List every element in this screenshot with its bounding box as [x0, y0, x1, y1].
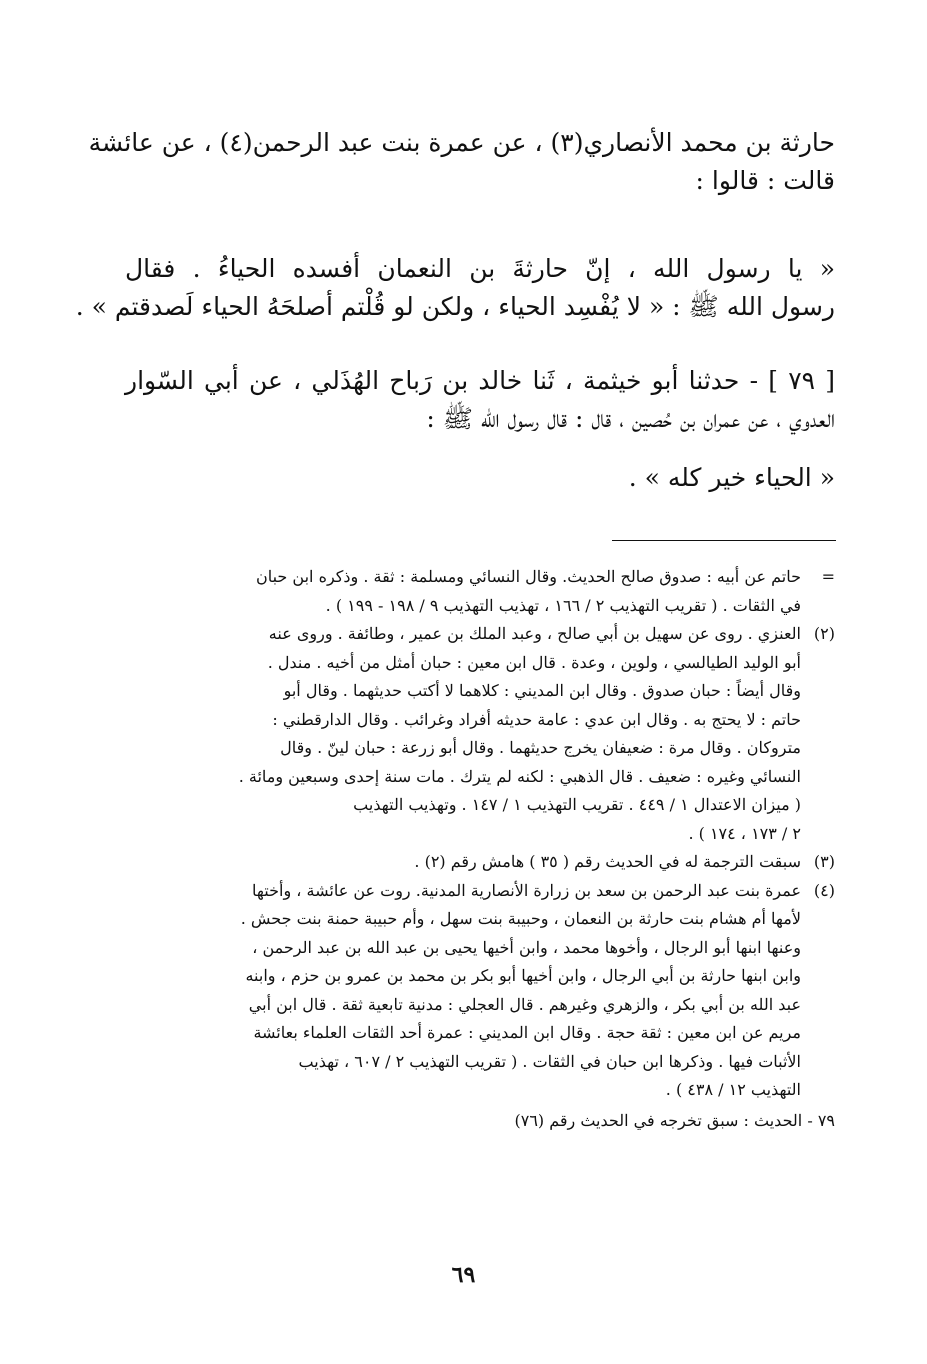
hadith-79-text — [125, 459, 835, 497]
text-line: « الحياء خير كله » . — [628, 463, 835, 492]
footnote-line: مريم عن ابن معين : ثقة حجة . وقال ابن المديني : عمرة أحد الثقات العلماء بعائشة — [253, 1023, 801, 1042]
footnote-line: ٢ / ١٧٣ ، ١٧٤ ) . — [688, 823, 801, 843]
footnote-line: عبد الله بن أبي بكر ، والزهري وغيرهم . قال العجلي : مدنية تابعية ثقة . قال ابن أبي — [248, 994, 801, 1014]
page-number: ٦٩ — [451, 1262, 476, 1288]
text-line: العدوي ، عن عمران بن حُصين ، قال : قال رسول الله ﷺ : — [426, 404, 835, 433]
footnote-line: وعنها ابنها أبو الرجال ، وأخوها محمد ، وابن أخيها يحيى بن عبد الله بن عبد الرحمن ، — [252, 937, 801, 957]
hadith-79-footnote: ٧٩ - الحديث : سبق تخرجه في الحديث رقم (٧٦) — [514, 1110, 835, 1130]
footnote-marker: = — [821, 567, 835, 586]
footnote-line: متروكان . وقال مرة : ضعيفان يخرج حديثهما . وقال أبو زرعة : حبان لينّ . وقال — [280, 738, 801, 757]
footnote-line: التهذيب ١٢ / ٤٣٨ ) . — [665, 1080, 801, 1099]
footnote-line: حاتم : لا يحتج به . وقال ابن عدي : عامة حديثه أفراد وغرائب . وقال الدارقطني : — [272, 709, 801, 729]
text-line: قالت : قالوا : — [695, 166, 835, 195]
hadith-text — [75, 250, 835, 326]
text-line: حارثة بن محمد الأنصاري(٣) ، عن عمرة بنت عبد الرحمن(٤) ، عن عائشة — [88, 128, 835, 157]
text-line: رسول الله ﷺ : « لا يُفْسِد الحياء ، ولكن لو قُلْتم أصلحَهُ الحياء لَصدقتم » . — [75, 292, 835, 321]
footnote-4 — [100, 877, 835, 1105]
footnote-line: في الثقات . ( تقريب التهذيب ٢ / ١٦٦ ، تهذيب التهذيب ٩ / ١٩٨ - ١٩٩ ) . — [325, 595, 801, 615]
footnote-line: الأثبات فيها . وذكرها ابن حبان في الثقات . ( تقريب التهذيب ٢ / ٦٠٧ ، تهذيب — [298, 1051, 801, 1071]
text-line: « يا رسول الله ، إنّ حارثةَ بن النعمان أفسده الحياءُ . فقال — [125, 254, 835, 283]
footnote-number: (٤) — [813, 880, 835, 900]
hadith-79-chain — [125, 362, 835, 438]
footnote-separator — [612, 540, 836, 541]
footnote-line: عمرة بنت عبد الرحمن بن سعد بن زرارة الأنصارية المدنية. روت عن عائشة ، وأختها — [252, 880, 801, 900]
chain-of-narration — [88, 124, 835, 200]
footnote-line: وابن ابنها حارثة بن أبي الرجال ، وابن أخيها أبو بكر بن محمد بن عمرو بن حزم ، وابنه — [245, 966, 801, 985]
footnote-line: العنزي . روى عن سهيل بن أبي صالح ، وعبد الملك بن عمير ، وطائفة . وروى عنه — [268, 624, 801, 643]
footnote-2 — [100, 620, 835, 848]
footnotes — [100, 563, 835, 1135]
footnote-line: سبقت الترجمة له في الحديث رقم ( ٣٥ ) هامش رقم (٢) . — [414, 852, 801, 871]
footnote-3 — [100, 848, 835, 877]
footnote-line: النسائي وغيره : ضعيف . قال الذهبي : لكنه لم يترك . مات سنة إحدى وسبعين ومائة . — [238, 766, 801, 786]
footnote-continuation — [100, 563, 835, 620]
footnote-line: أبو الوليد الطيالسي ، ولوين ، وعدة . قال ابن معين : حبان أمثل من أخيه . مندل . — [267, 652, 801, 672]
footnote-number: (٣) — [813, 852, 835, 871]
text-line: [ ٧٩ ] - حدثنا أبو خيثمة ، ثَنا خالد بن رَباح الهُذَلي ، عن أبي السّوار — [125, 366, 836, 395]
footnote-line: وقال أيضاً : حبان صدوق . وقال ابن المديني : كلاهما لا أكتب حديثهما . وقال أبو — [283, 681, 801, 700]
footnote-line: لأمها أم هشام بنت حارثة بن النعمان ، وحبيبة بنت سهل ، وأم حبيبة حمنة بنت جحش . — [240, 909, 801, 928]
footnote-line: حاتم عن أبيه : صدوق صالح الحديث. وقال النسائي ومسلمة : ثقة . وذكره ابن حبان — [255, 567, 801, 586]
footnote-number: (٢) — [813, 624, 835, 643]
footnote-line: ( ميزان الاعتدال ١ / ٤٤٩ . تقريب التهذيب ١ / ١٤٧ . وتهذيب التهذيب — [353, 795, 801, 814]
